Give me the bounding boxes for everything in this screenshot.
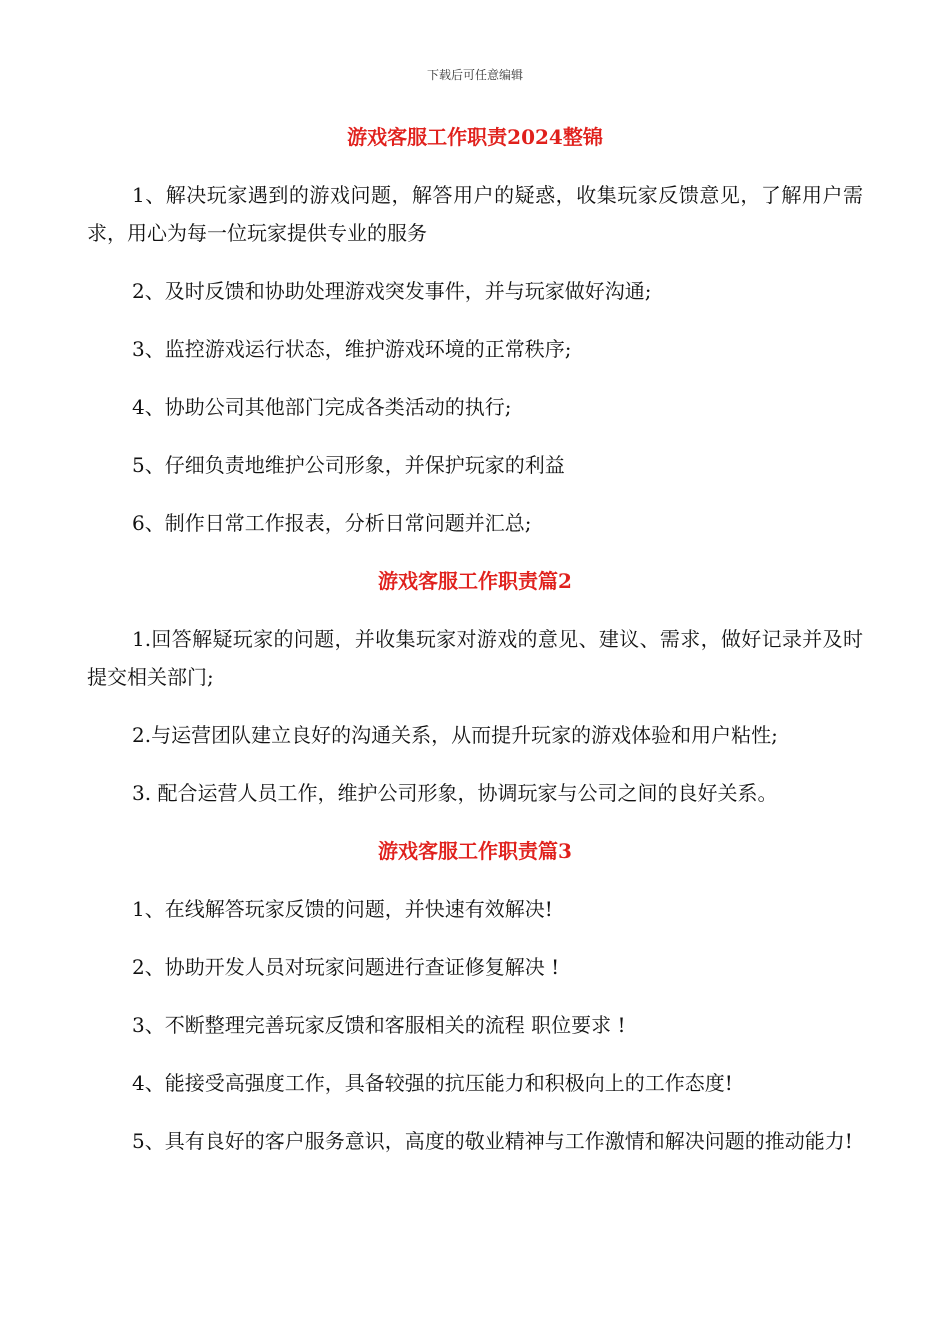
list-item: 1、在线解答玩家反馈的问题，并快速有效解决! bbox=[132, 897, 553, 921]
header-note: 下载后可任意编辑 bbox=[426, 68, 523, 82]
list-item: 2、协助开发人员对玩家问题进行查证修复解决 ! bbox=[132, 955, 560, 979]
list-item: 5、仔细负责地维护公司形象，并保护玩家的利益 bbox=[132, 453, 565, 477]
section-title-3: 游戏客服工作职责篇3 bbox=[378, 839, 572, 863]
list-item: 2、及时反馈和协助处理游戏突发事件，并与玩家做好沟通; bbox=[132, 279, 652, 303]
list-item: 3. 配合运营人员工作，维护公司形象，协调玩家与公司之间的良好关系。 bbox=[132, 781, 778, 805]
document-body bbox=[87, 118, 863, 1160]
list-item: 1、解决玩家遇到的游戏问题，解答用户的疑惑，收集玩家反馈意见，了解用户需求，用心为每一位玩家提供专业的服务 bbox=[87, 183, 863, 245]
list-item: 1.回答解疑玩家的问题，并收集玩家对游戏的意见、建议、需求，做好记录并及时提交相关部门; bbox=[87, 627, 863, 689]
section-title-2: 游戏客服工作职责篇2 bbox=[378, 569, 572, 593]
section-title-1: 游戏客服工作职责2024整锦 bbox=[347, 125, 603, 149]
list-item: 2.与运营团队建立良好的沟通关系，从而提升玩家的游戏体验和用户粘性; bbox=[132, 723, 778, 747]
list-item: 4、协助公司其他部门完成各类活动的执行; bbox=[132, 395, 512, 419]
list-item: 3、监控游戏运行状态，维护游戏环境的正常秩序; bbox=[132, 337, 572, 361]
list-item: 6、制作日常工作报表，分析日常问题并汇总; bbox=[132, 511, 532, 535]
list-item: 5、具有良好的客户服务意识，高度的敬业精神与工作激情和解决问题的推动能力! bbox=[132, 1129, 853, 1153]
list-item: 4、能接受高强度工作，具备较强的抗压能力和积极向上的工作态度! bbox=[132, 1071, 733, 1095]
list-item: 3、不断整理完善玩家反馈和客服相关的流程 职位要求 ! bbox=[132, 1013, 626, 1037]
